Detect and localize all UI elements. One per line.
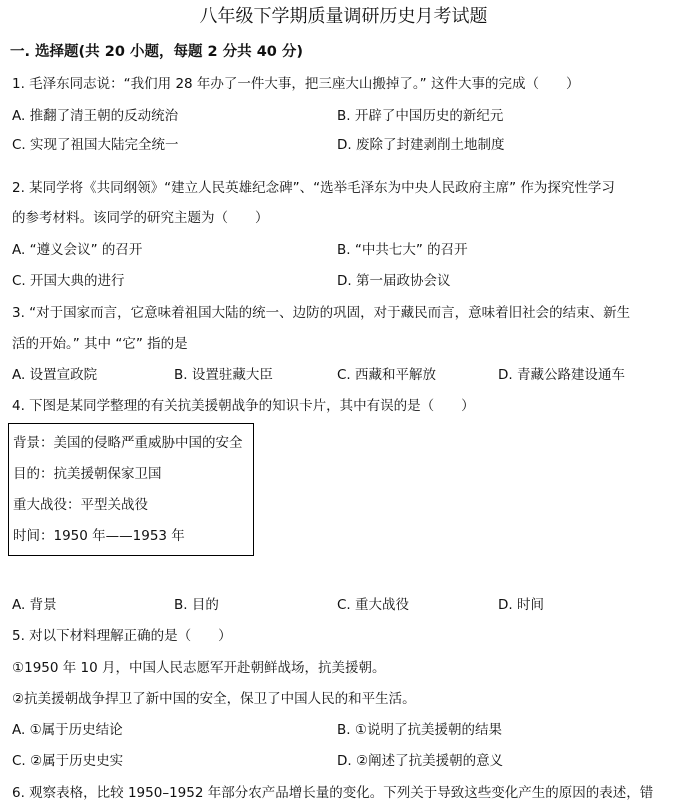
q4-option-d: D. 时间: [498, 597, 544, 613]
q1-stem: 1. 毛泽东同志说：“我们用 28 年办了一件大事，把三座大山搬掉了。” 这件大事的完成（ ）: [12, 76, 580, 92]
q1-option-c: C. 实现了祖国大陆完全统一: [12, 137, 179, 153]
q3-option-c: C. 西藏和平解放: [337, 367, 437, 383]
card-line-battle: 重大战役：平型关战役: [13, 497, 148, 513]
q3-option-b: B. 设置驻藏大臣: [174, 367, 273, 383]
q5-option-c: C. ②属于历史史实: [12, 753, 124, 769]
q5-stem: 5. 对以下材料理解正确的是（ ）: [12, 628, 232, 644]
card-line-purpose: 目的：抗美援朝保家卫国: [13, 466, 162, 482]
q3-stem-line2: 活的开始。” 其中 “它” 指的是: [12, 336, 188, 352]
q2-stem-line1: 2. 某同学将《共同纲领》“建立人民英雄纪念碑”、“选举毛泽东为中央人民政府主席” 作为探究性学习: [12, 180, 615, 196]
q1-option-b: B. 开辟了中国历史的新纪元: [337, 108, 504, 124]
q1-option-d: D. 废除了封建剥削土地制度: [337, 137, 505, 153]
section-heading: 一. 选择题(共 20 小题，每题 2 分共 40 分): [10, 44, 304, 60]
q4-option-c: C. 重大战役: [337, 597, 410, 613]
q1-option-a: A. 推翻了清王朝的反动统治: [12, 108, 179, 124]
card-line-background: 背景：美国的侵略严重威胁中国的安全: [13, 435, 243, 451]
card-line-time: 时间：1950 年——1953 年: [13, 528, 185, 544]
q3-option-d: D. 青藏公路建设通车: [498, 367, 625, 383]
q2-option-c: C. 开国大典的进行: [12, 273, 125, 289]
q5-option-b: B. ①说明了抗美援朝的结果: [337, 722, 502, 738]
q3-option-a: A. 设置宣政院: [12, 367, 98, 383]
q5-material-1: ①1950 年 10 月，中国人民志愿军开赴朝鲜战场，抗美援朝。: [12, 660, 386, 676]
q5-material-2: ②抗美援朝战争捍卫了新中国的安全，保卫了中国人民的和平生活。: [12, 691, 416, 707]
q5-option-d: D. ②阐述了抗美援朝的意义: [337, 753, 504, 769]
q6-stem: 6. 观察表格，比较 1950–1952 年部分农产品增长量的变化。下列关于导致这些变化产生的原因的表述，错: [12, 785, 654, 801]
q2-option-b: B. “中共七大” 的召开: [337, 242, 468, 258]
q5-option-a: A. ①属于历史结论: [12, 722, 123, 738]
q2-option-d: D. 第一届政协会议: [337, 273, 451, 289]
q2-option-a: A. “遵义会议” 的召开: [12, 242, 143, 258]
q3-stem-line1: 3. “对于国家而言，它意味着祖国大陆的统一、边防的巩固，对于藏民而言，意味着旧社会的结束、新生: [12, 305, 631, 321]
q4-stem: 4. 下图是某同学整理的有关抗美援朝战争的知识卡片，其中有误的是（ ）: [12, 398, 475, 414]
q2-stem-line2: 的参考材料。该同学的研究主题为（ ）: [12, 210, 269, 226]
page-title: 八年级下学期质量调研历史月考试题: [199, 6, 488, 27]
q4-option-a: A. 背景: [12, 597, 57, 613]
q4-option-b: B. 目的: [174, 597, 219, 613]
